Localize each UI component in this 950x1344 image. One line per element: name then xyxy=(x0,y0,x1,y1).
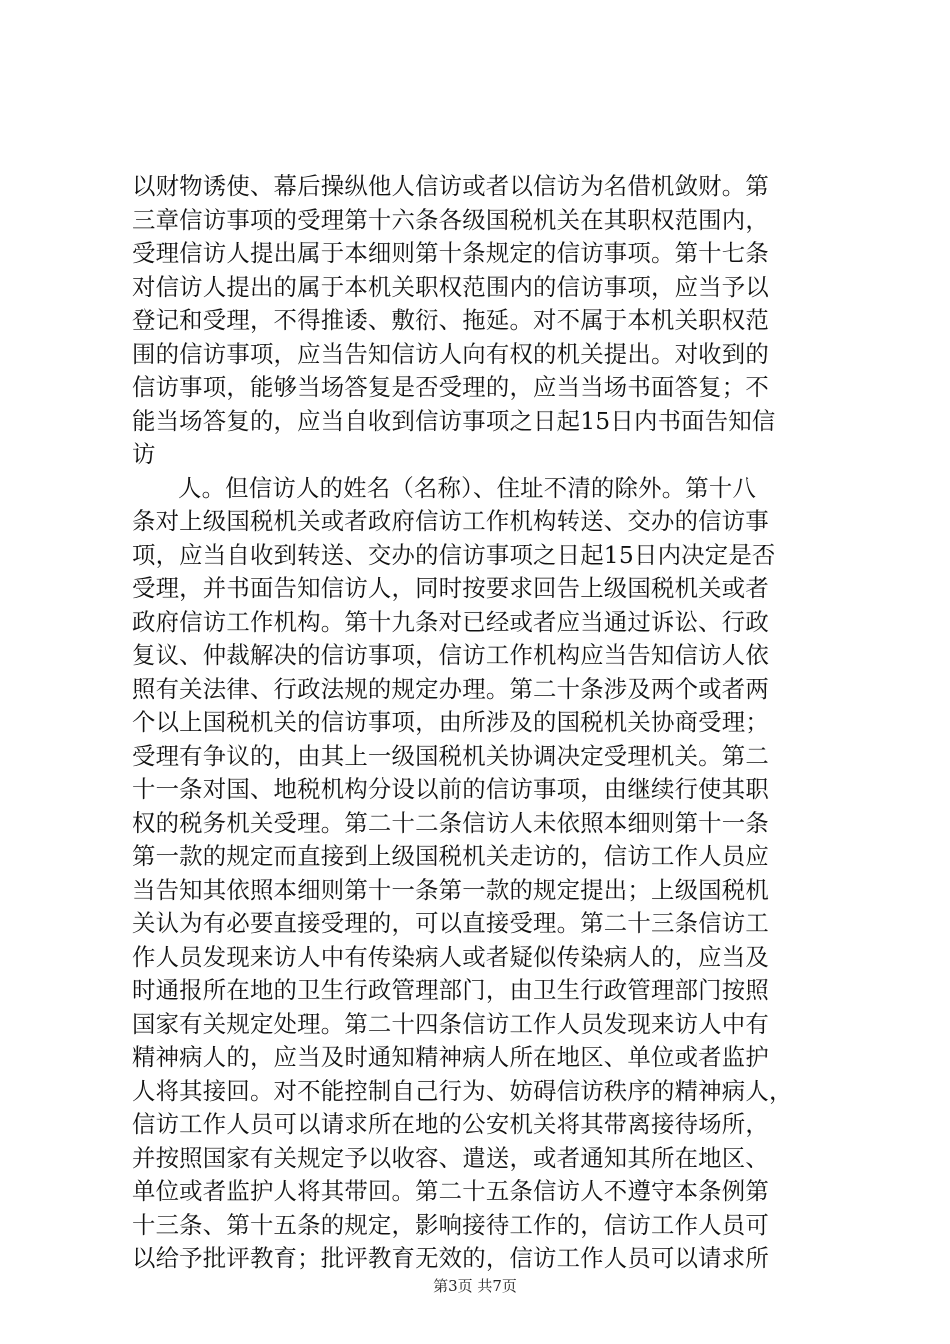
text-line: 政府信访工作机构。第十九条对已经或者应当通过诉讼、行政 xyxy=(132,607,769,636)
text-line: 能当场答复的，应当自收到信访事项之日起15日内书面告知信 xyxy=(132,406,776,435)
text-line: 对信访人提出的属于本机关职权范围内的信访事项，应当予以 xyxy=(132,272,769,301)
text-line: 个以上国税机关的信访事项，由所涉及的国税机关协商受理； xyxy=(132,708,769,736)
text-line: 当告知其依照本细则第十一条第一款的规定提出；上级国税机 xyxy=(132,875,769,904)
text-line: 访 xyxy=(132,440,156,468)
page-number-footer: 第3页 共7页 xyxy=(433,1277,517,1295)
text-line: 精神病人的，应当及时通知精神病人所在地区、单位或者监护 xyxy=(132,1043,769,1071)
text-line: 复议、仲裁解决的信访事项，信访工作机构应当告知信访人依 xyxy=(132,641,769,669)
text-line: 三章信访事项的受理第十六条各级国税机关在其职权范围内， xyxy=(132,205,769,234)
text-line: 条对上级国税机关或者政府信访工作机构转送、交办的信访事 xyxy=(132,507,769,535)
text-line: 单位或者监护人将其带回。第二十五条信访人不遵守本条例第 xyxy=(132,1177,769,1205)
text-line: 登记和受理，不得推诿、敷衍、拖延。对不属于本机关职权范 xyxy=(132,306,769,334)
text-line: 信访事项，能够当场答复是否受理的，应当当场书面答复；不 xyxy=(132,373,769,401)
text-line: 受理，并书面告知信访人，同时按要求回告上级国税机关或者 xyxy=(132,574,769,602)
text-line: 十一条对国、地税机构分设以前的信访事项，由继续行使其职 xyxy=(132,775,769,803)
text-line: 围的信访事项，应当告知信访人向有权的机关提出。对收到的 xyxy=(132,339,769,368)
text-line: 以财物诱使、幕后操纵他人信访或者以信访为名借机敛财。第 xyxy=(132,172,769,200)
document-body xyxy=(132,170,834,1276)
text-line: 项，应当自收到转送、交办的信访事项之日起15日内决定是否 xyxy=(132,540,776,569)
text-line: 十三条、第十五条的规定，影响接待工作的，信访工作人员可 xyxy=(132,1210,769,1239)
text-line: 以给予批评教育；批评教育无效的，信访工作人员可以请求所 xyxy=(132,1244,769,1272)
text-line: 受理有争议的，由其上一级国税机关协调决定受理机关。第二 xyxy=(132,741,769,770)
text-line: 作人员发现来访人中有传染病人或者疑似传染病人的，应当及 xyxy=(132,942,769,971)
text-line: 受理信访人提出属于本细则第十条规定的信访事项。第十七条 xyxy=(132,239,769,267)
text-line: 第一款的规定而直接到上级国税机关走访的，信访工作人员应 xyxy=(132,842,769,870)
text-line: 时通报所在地的卫生行政管理部门，由卫生行政管理部门按照 xyxy=(132,976,769,1004)
text-line: 关认为有必要直接受理的，可以直接受理。第二十三条信访工 xyxy=(132,909,769,937)
text-line: 人将其接回。对不能控制自己行为、妨碍信访秩序的精神病人， xyxy=(132,1076,793,1105)
text-line: 照有关法律、行政法规的规定办理。第二十条涉及两个或者两 xyxy=(132,674,769,703)
text-line: 权的税务机关受理。第二十二条信访人未依照本细则第十一条 xyxy=(132,808,769,837)
text-line: 并按照国家有关规定予以收容、遣送，或者通知其所在地区、 xyxy=(132,1143,769,1172)
text-line: 国家有关规定处理。第二十四条信访工作人员发现来访人中有 xyxy=(132,1009,769,1038)
text-line: 信访工作人员可以请求所在地的公安机关将其带离接待场所， xyxy=(132,1110,769,1138)
paragraph-start-line: 人。但信访人的姓名（名称）、住址不清的除外。第十八 xyxy=(178,473,757,502)
